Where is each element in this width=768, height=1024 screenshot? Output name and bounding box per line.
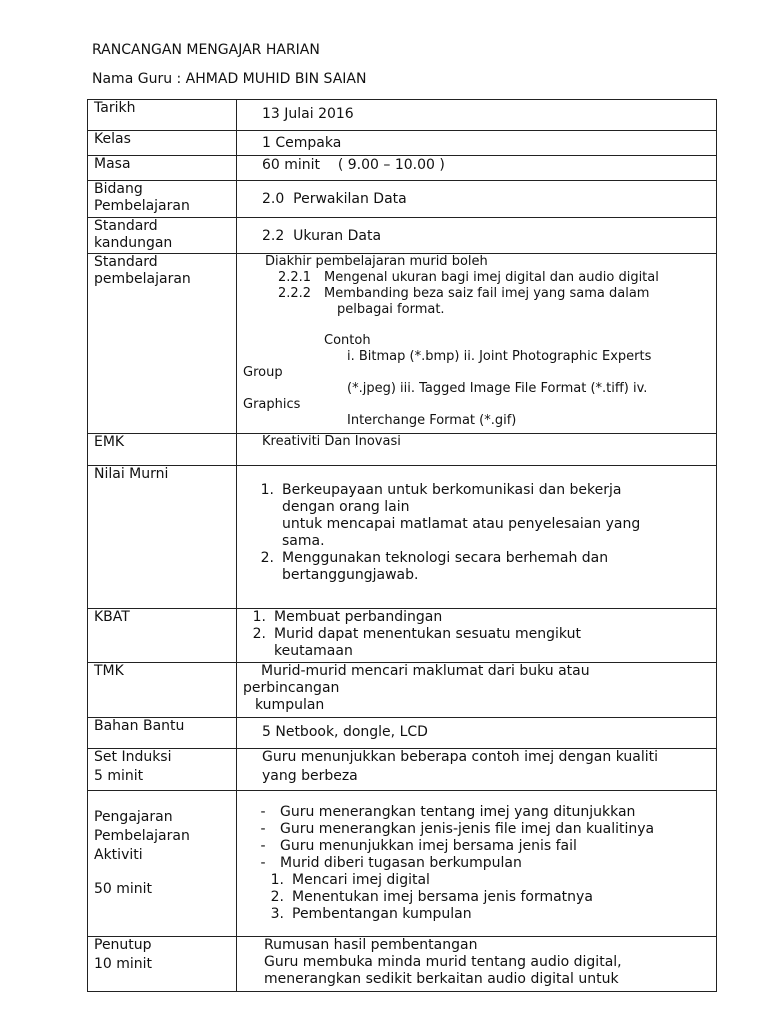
label-set-induksi: Set Induksi 5 minit xyxy=(88,749,237,791)
value-penutup: Rumusan hasil pembentangan Guru membuka minda murid tentang audio digital, menerangkan sedikit berkaitan audio digital untuk xyxy=(237,937,717,992)
value-bahan-bantu: 5 Netbook, dongle, LCD xyxy=(237,718,717,749)
row-masa xyxy=(88,156,717,181)
label-masa: Masa xyxy=(88,156,237,181)
row-standard-kandungan xyxy=(88,218,717,254)
teacher-name: Nama Guru : AHMAD MUHID BIN SAIAN xyxy=(92,71,367,87)
value-nilai-murni: 1. Berkeupayaan untuk berkomunikasi dan bekerja dengan orang lain untuk mencapai matlamat atau penyelesaian yang sama. 2. Menggunakan teknologi secara berhemah dan bertanggungjawab. xyxy=(237,466,717,609)
value-pengajaran: - Guru menerangkan tentang imej yang ditunjukkan - Guru menerangkan jenis-jenis file imej dan kualitinya - Guru menunjukkan imej bersama jenis fail - Murid diberi tugasan berkumpulan 1. Mencari imej digital 2. Menentukan imej bersama jenis formatnya 3. Pembentangan kumpulan xyxy=(237,791,717,937)
label-penutup: Penutup 10 minit xyxy=(88,937,237,992)
label-nilai-murni: Nilai Murni xyxy=(88,466,237,609)
value-masa: 60 minit ( 9.00 – 10.00 ) xyxy=(237,156,717,181)
value-set-induksi: Guru menunjukkan beberapa contoh imej dengan kualiti yang berbeza xyxy=(237,749,717,791)
label-pengajaran: Pengajaran Pembelajaran Aktiviti 50 minit xyxy=(88,791,237,937)
row-set-induksi xyxy=(88,749,717,791)
row-kelas xyxy=(88,131,717,156)
label-emk: EMK xyxy=(88,434,237,466)
row-pengajaran xyxy=(88,791,717,937)
value-kelas: 1 Cempaka xyxy=(237,131,717,156)
value-emk: Kreativiti Dan Inovasi xyxy=(237,434,717,466)
value-kbat: 1. Membuat perbandingan 2. Murid dapat menentukan sesuatu mengikut keutamaan xyxy=(237,609,717,663)
label-kbat: KBAT xyxy=(88,609,237,663)
value-standard-pembelajaran: Diakhir pembelajaran murid boleh 2.2.1 Mengenal ukuran bagi imej digital dan audio digital 2.2.2 Membanding beza saiz fail imej yang sama dalam pelbagai format. Contoh i. Bitmap (*.bmp) ii. Joint Photographic Experts Group (*.jpeg) iii. Tagged Image File Format (*.tiff) iv. Graphics Interchange Format (*.gif) xyxy=(237,254,717,434)
row-tmk xyxy=(88,663,717,718)
row-bidang xyxy=(88,181,717,218)
label-bidang: Bidang Pembelajaran xyxy=(88,181,237,218)
lesson-plan-table xyxy=(87,99,717,992)
value-tarikh: 13 Julai 2016 xyxy=(237,100,717,131)
row-emk xyxy=(88,434,717,466)
document-title: RANCANGAN MENGAJAR HARIAN xyxy=(92,42,320,58)
label-standard-pembelajaran: Standard pembelajaran xyxy=(88,254,237,434)
value-tmk: Murid-murid mencari maklumat dari buku atau perbincangan kumpulan xyxy=(237,663,717,718)
row-standard-pembelajaran xyxy=(88,254,717,434)
label-tarikh: Tarikh xyxy=(88,100,237,131)
value-standard-kandungan: 2.2 Ukuran Data xyxy=(237,218,717,254)
row-kbat xyxy=(88,609,717,663)
row-bahan-bantu xyxy=(88,718,717,749)
row-nilai-murni xyxy=(88,466,717,609)
row-penutup xyxy=(88,937,717,992)
label-tmk: TMK xyxy=(88,663,237,718)
label-standard-kandungan: Standard kandungan xyxy=(88,218,237,254)
row-tarikh xyxy=(88,100,717,131)
label-kelas: Kelas xyxy=(88,131,237,156)
value-bidang: 2.0 Perwakilan Data xyxy=(237,181,717,218)
label-bahan-bantu: Bahan Bantu xyxy=(88,718,237,749)
